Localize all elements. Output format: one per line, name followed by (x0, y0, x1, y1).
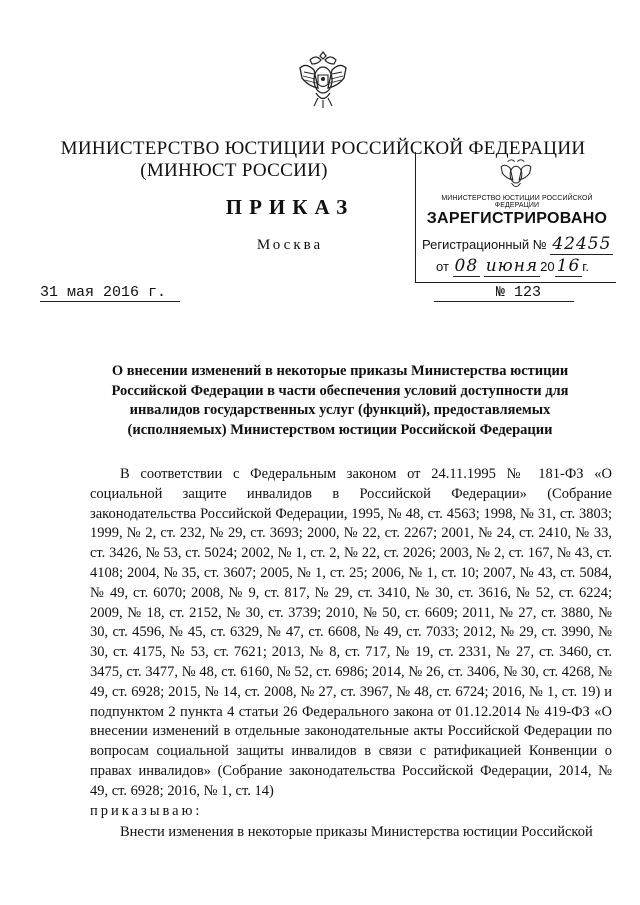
stamp-reg-number: 42455 (552, 234, 612, 254)
order-date: 31 мая 2016 г. (40, 284, 180, 302)
order-title: ПРИКАЗ (225, 195, 355, 219)
registration-stamp (415, 152, 616, 283)
coat-of-arms-icon (296, 48, 350, 110)
city: Москва (256, 237, 324, 253)
stamp-registration-line (422, 234, 616, 254)
ministry-short-name: (МИНЮСТ РОССИИ) (140, 160, 328, 181)
stamp-date-suffix: г. (582, 259, 590, 274)
document-body (90, 465, 612, 843)
document-heading: О внесении изменений в некоторые приказы Министерства юстиции Российской Федерации в части обеспечения условий доступности для инвалидов государственных услуг (функций), предоставляемых (исполняемых) Министерством юстиции Российской Федерации (111, 363, 569, 438)
stamp-reg-label: Регистрационный № (422, 237, 547, 252)
stamp-date-year-suffix: 16 (556, 256, 581, 276)
stamp-date-prefix: от (436, 259, 449, 274)
order-number: № 123 (434, 284, 574, 302)
stamp-emblem-icon (498, 154, 534, 194)
stamp-date-day: 08 (454, 256, 479, 276)
stamp-ministry: МИНИСТЕРСТВО ЮСТИЦИИ РОССИЙСКОЙ ФЕДЕРАЦИИ (441, 195, 593, 209)
stamp-date-year-prefix: 20 (540, 259, 555, 274)
paragraph-2: Внести изменения в некоторые приказы Министерства юстиции Российской (120, 824, 593, 841)
stamp-date-month: июня (485, 256, 539, 276)
decree-word: приказываю: (90, 802, 203, 819)
ministry-name: МИНИСТЕРСТВО ЮСТИЦИИ РОССИЙСКОЙ ФЕДЕРАЦИИ (60, 138, 586, 159)
paragraph-1: В соответствии с Федеральным законом от 24.11.1995 № 181-ФЗ «О социальной защите инвалидов в Российской Федерации» (Собрание законодательства Российской Федерации, 1995, № 48, ст. 4563; 1998, № 31, ст. 3803; 1999, № 2, ст. 232, № 29, ст. 3693; 2000, № 22, ст. 2267; 2001, № 24, ст. 2410, № 33, ст. 3426, № 53, ст. 5024; 2002, № 1, ст. 2, № 22, ст. 2026; 2003, № 2, ст. 167, № 43, ст. 4108; 2004, № 35, ст. 3607; 2005, № 1, ст. 25; 2006, № 1, ст. 10; 2007, № 43, ст. 5084, № 49, ст. 6070; 2008, № 9, ст. 817, № 29, ст. 3410, № 30, ст. 3616, № 52, ст. 6224; 2009, № 18, ст. 2152, № 30, ст. 3739; 2010, № 50, ст. 6609; 2011, № 27, ст. 3880, № 30, ст. 4596, № 45, ст. 6329, № 47, ст. 6608, № 49, ст. 7033; 2012, № 29, ст. 3990, № 30, ст. 4175, № 53, ст. 7621; 2013, № 8, ст. 717, № 19, ст. 2331, № 27, ст. 3460, ст. 3475, ст. 3477, № 48, ст. 6160, № 52, ст. 6986; 2014, № 26, ст. 3406, № 30, ст. 4268, № 49, ст. 6928; 2015, № 14, ст. 2008, № 27, ст. 3967, № 48, ст. 6724; 2016, № 1, ст. 19) и подпунктом 2 пункта 4 статьи 26 Федерального закона от 01.12.2014 № 419-ФЗ «О внесении изменений в отдельные законодательные акты Российской Федерации по вопросам социальной защиты инвалидов в связи с ратификацией Конвенции о правах инвалидов» (Собрание законодательства Российской Федерации, 2014, № 49, ст. 6928; 2016, № 1, ст. 14) (90, 466, 612, 799)
stamp-date-line (436, 256, 616, 276)
stamp-registered: ЗАРЕГИСТРИРОВАНО (426, 210, 608, 227)
